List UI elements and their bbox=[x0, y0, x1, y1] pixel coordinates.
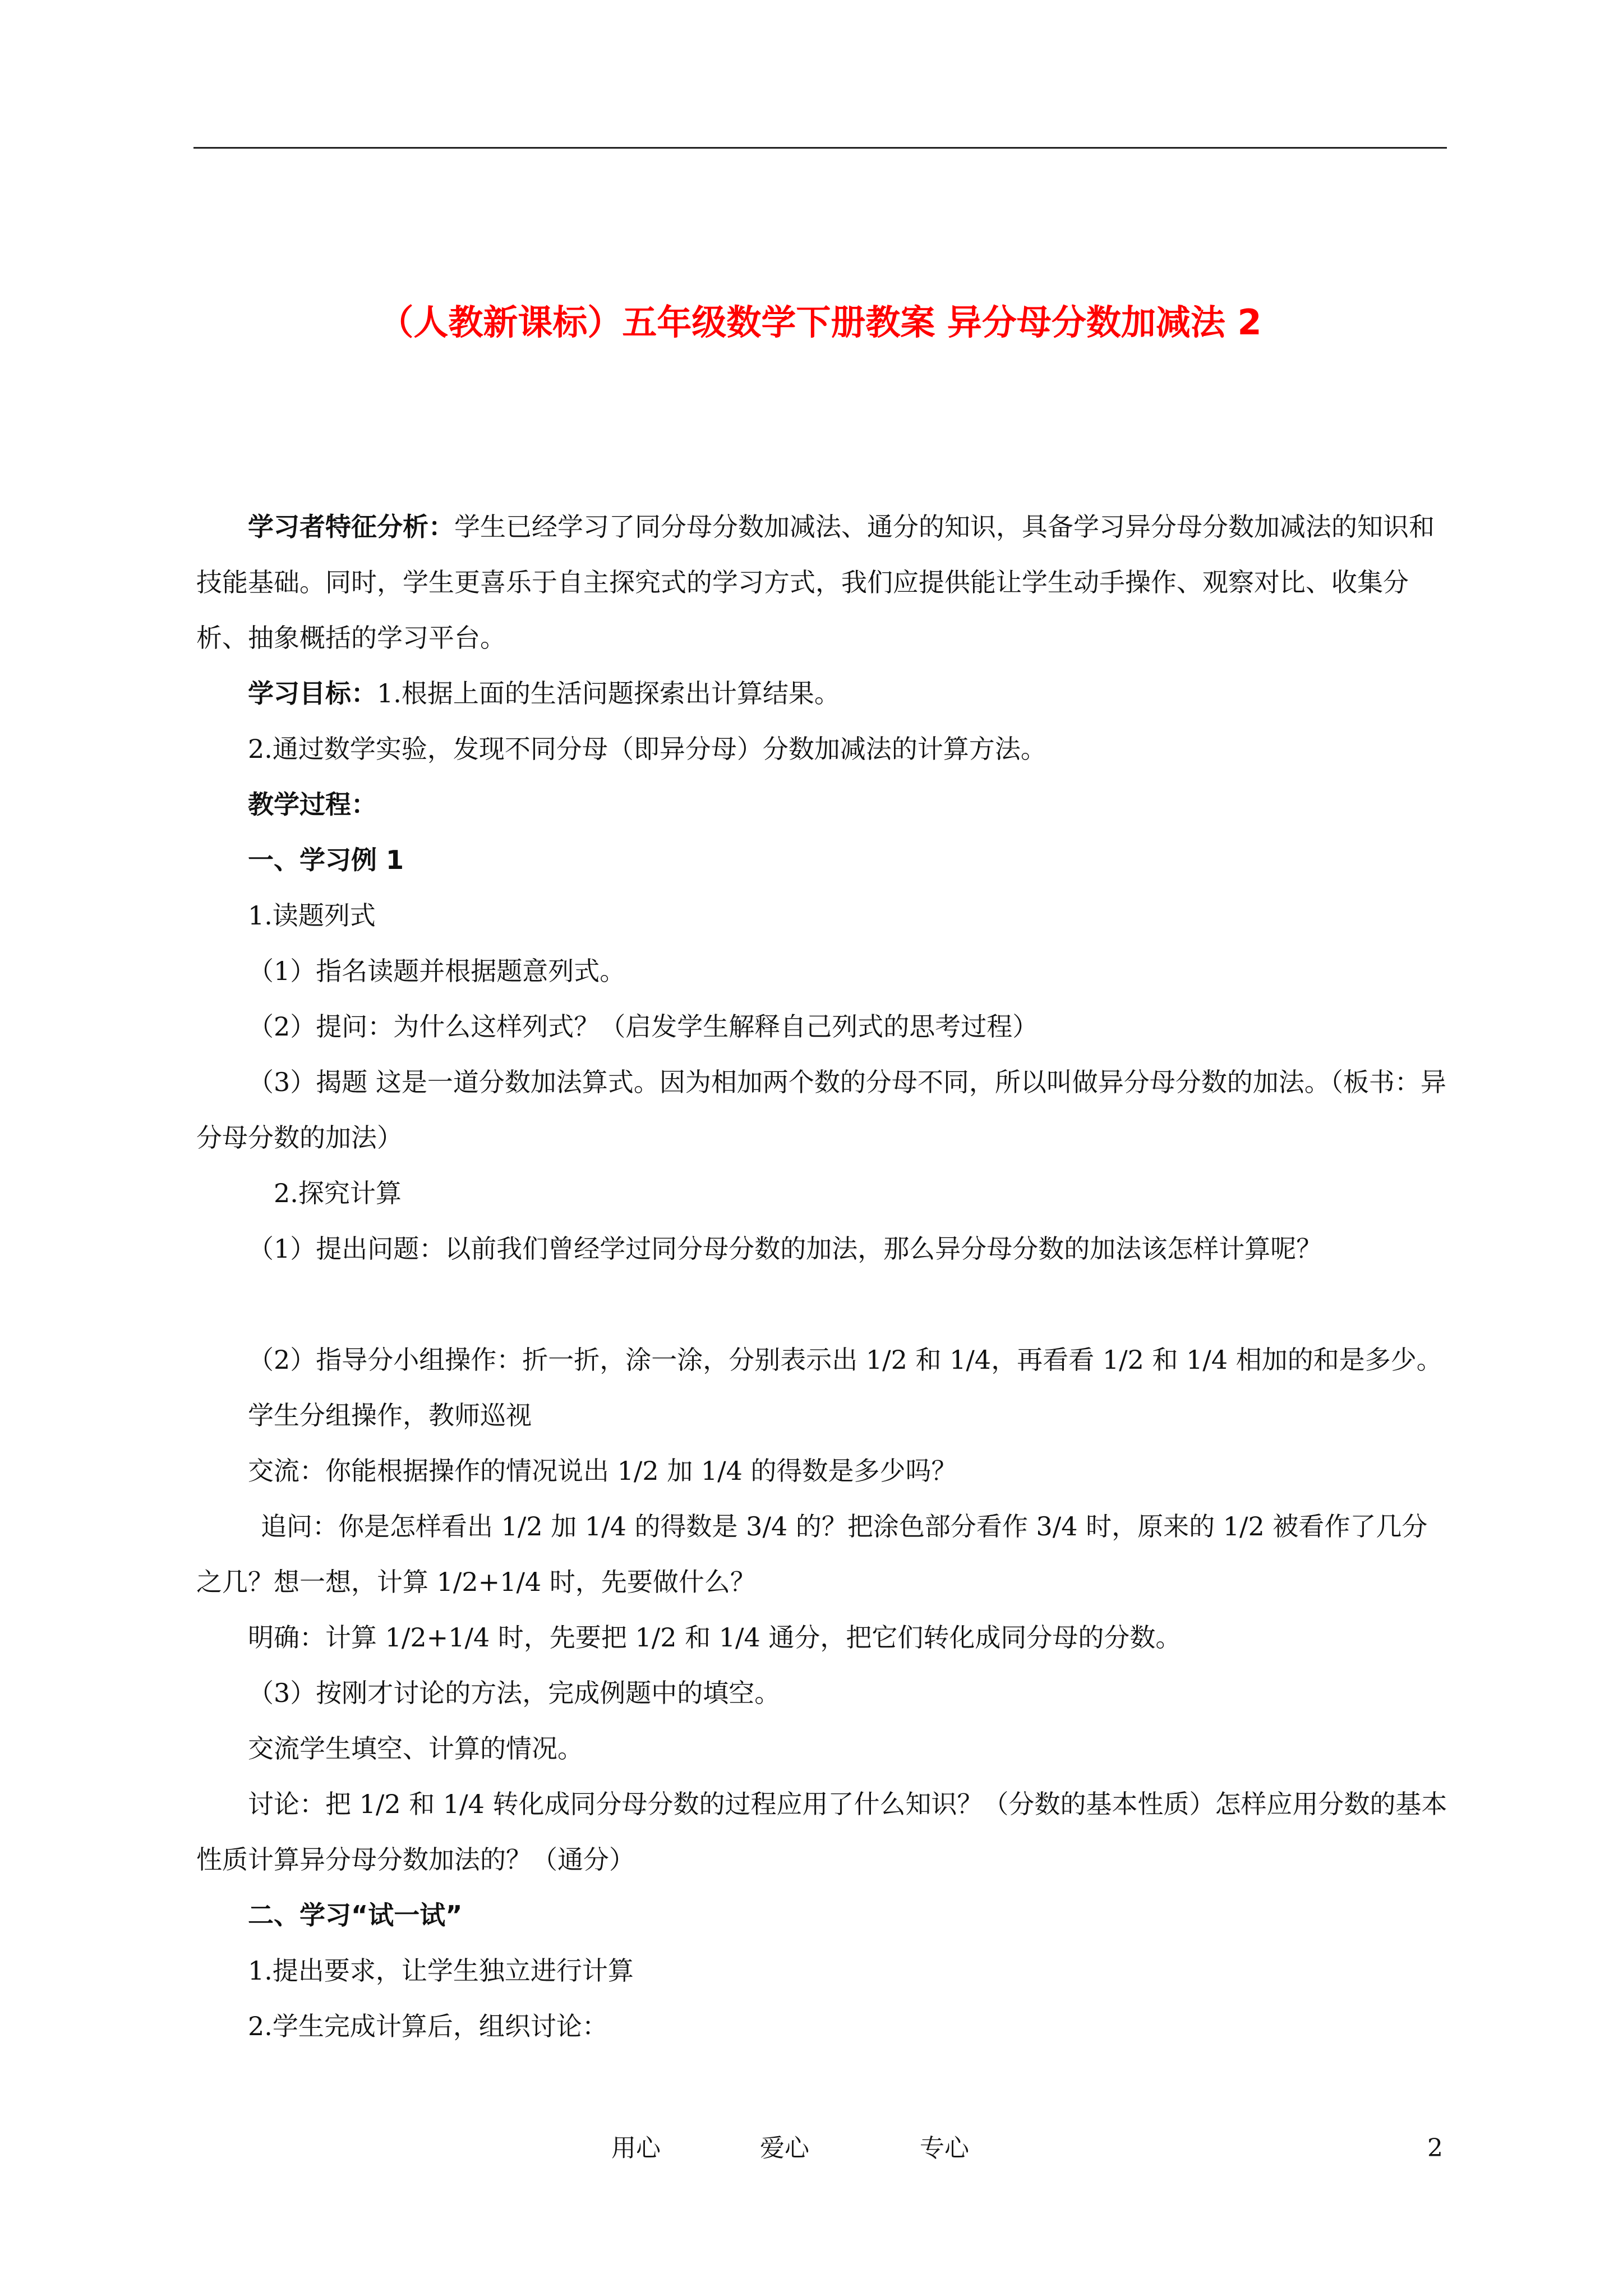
text-exchange: 交流：你能根据操作的情况说出 1/2 加 1/4 的得数是多少吗？ bbox=[248, 1456, 957, 1486]
paragraph-learner-analysis bbox=[196, 499, 1450, 666]
text-exchange-results: 交流学生填空、计算的情况。 bbox=[248, 1733, 583, 1764]
text-learner-analysis: 学生已经学习了同分母分数加减法、通分的知识，具备学习异分母分数加减法的知识和技能基础。同时，学生更喜乐于自主探究式的学习方式，我们应提供能让学生动手操作、观察对比、收集分析、抽象概括的学习平台。 bbox=[196, 512, 1435, 653]
step-1-1: （1）指名读题并根据题意列式。 bbox=[248, 956, 626, 986]
text-follow-up: 追问：你是怎样看出 1/2 加 1/4 的得数是 3/4 的？把涂色部分看作 3/4 时，原来的 1/2 被看作了几分之几？想一想，计算 1/2+1/4 时，先要做什么？ bbox=[196, 1511, 1428, 1597]
header-rule bbox=[193, 147, 1447, 149]
step-2-1: （1）提出问题：以前我们曾经学过同分母分数的加法，那么异分母分数的加法该怎样计算呢？ bbox=[248, 1234, 1322, 1264]
label-learning-goals: 学习目标： bbox=[248, 678, 377, 708]
footer-word-3: 专心 bbox=[920, 2134, 969, 2162]
step-try-1: 1.提出要求，让学生独立进行计算 bbox=[248, 1955, 634, 1986]
document-title: （人教新课标）五年级数学下册教案 异分母分数加减法 2 bbox=[379, 302, 1262, 343]
blank-line bbox=[196, 1277, 1450, 1332]
step-read-and-write: 1.读题列式 bbox=[248, 900, 376, 931]
step-1-2: （2）提问：为什么这样列式？（启发学生解释自己列式的思考过程） bbox=[248, 1011, 1039, 1042]
step-try-2: 2.学生完成计算后，组织讨论： bbox=[248, 2011, 608, 2041]
footer-word-2: 爱心 bbox=[760, 2134, 809, 2162]
heading-section-1: 一、学习例 1 bbox=[248, 845, 404, 875]
page-number: 2 bbox=[1427, 2134, 1443, 2162]
heading-teaching-process: 教学过程： bbox=[248, 789, 377, 820]
heading-section-2: 二、学习“试一试” bbox=[248, 1900, 463, 1930]
footer-word-1: 用心 bbox=[611, 2134, 661, 2162]
text-learning-goal-1: 1.根据上面的生活问题探索出计算结果。 bbox=[377, 678, 840, 708]
paragraph-learning-goals bbox=[196, 666, 1450, 721]
text-learning-goal-2: 2.通过数学实验，发现不同分母（即异分母）分数加减法的计算方法。 bbox=[248, 734, 1046, 764]
text-discussion: 讨论：把 1/2 和 1/4 转化成同分母分数的过程应用了什么知识？（分数的基本性质）怎样应用分数的基本性质计算异分母分数加法的？（通分） bbox=[196, 1789, 1447, 1875]
label-learner-analysis: 学习者特征分析： bbox=[248, 512, 454, 542]
step-2-3: （3）按刚才讨论的方法，完成例题中的填空。 bbox=[248, 1678, 781, 1708]
step-2-2: （2）指导分小组操作：折一折，涂一涂，分别表示出 1/2 和 1/4，再看看 1/2 和 1/4 相加的和是多少。 bbox=[248, 1345, 1442, 1375]
text-clarify: 明确：计算 1/2+1/4 时，先要把 1/2 和 1/4 通分，把它们转化成同分母的分数。 bbox=[248, 1622, 1182, 1653]
step-explore: 2.探究计算 bbox=[274, 1178, 402, 1208]
text-group-work: 学生分组操作，教师巡视 bbox=[248, 1400, 532, 1430]
document-body bbox=[196, 499, 1450, 2054]
step-1-3: （3）揭题 这是一道分数加法算式。因为相加两个数的分母不同，所以叫做异分母分数的加法。（板书：异分母分数的加法） bbox=[196, 1067, 1446, 1153]
